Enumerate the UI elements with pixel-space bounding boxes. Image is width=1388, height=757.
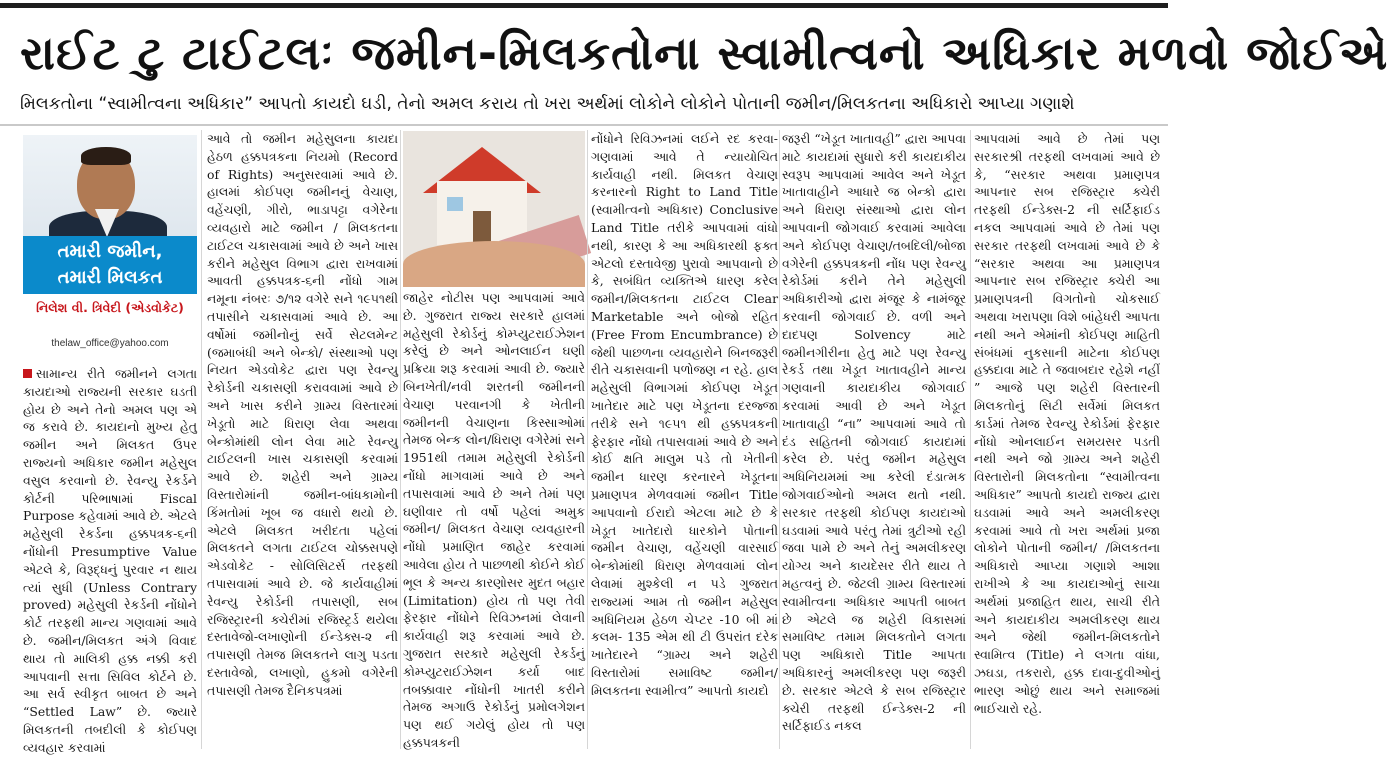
column-banner — [23, 236, 197, 294]
top-rule — [0, 3, 1168, 8]
author-email: thelaw_office@yahoo.com — [51, 338, 169, 349]
subheadline: મિલકતોના “સ્વામીત્વના અધિકાર” આપતો કાયદો ઘડી, તેનો અમલ કરાય તો ખરા અર્થમાં લોકોને લોકોને પોતાની જમીન/મિલકતના અધિકારો આપ્યા ગણાશે — [20, 94, 1075, 114]
article-column-4 — [591, 130, 778, 749]
house-money-image — [403, 131, 585, 287]
column-text: સામાન્ય રીતે જમીનને લગતા કાયદાઓ રાજ્યની સરકાર ઘડતી હોય છે અને તેનો અમલ પણ એ જ કરાવે છે. કાયદાનો મુખ્ય હેતુ જમીન અને મિલકત ઉપર રાજ્યનો અધિકાર જમીન મહેસુલ વસુલ કરવાનો છે. રેવન્યુ રેકર્ડને કોર્ટની પરિભાષામાં Fiscal Purpose કહેવામાં આવે છે. એટલે મહેસુલી રેકર્ડના હક્કપત્રક-૬ની નોંધોની Presumptive Value એટલે કે, વિરૂદ્ધનું પુરવાર ન થાય ત્યાં સુધી (Unless Contrary proved) મહેસુલી રેકર્ડની નોંધોને કોર્ટ તરફથી માન્ય ગણવામાં આવે છે. જમીન/મિલકત અંગે વિવાદ થાય તો માલિકી હક્ક નક્કી કરી આપવાની સત્તા સિવિલ કોર્ટને છે. આ સર્વ સ્વીકૃત બાબત છે અને “Settled Law” છે. જ્યારે મિલકતની તબદીલી કે કોઈપણ વ્યવહાર કરવામાં — [23, 366, 197, 755]
bullet-icon — [23, 369, 32, 378]
column-divider — [970, 130, 971, 749]
author-photo — [23, 135, 197, 237]
article-column-2 — [207, 130, 398, 749]
column-text: આવે તો જમીન મહેસુલના કાયદા હેઠળ હક્કપત્રકના નિયમો (Record of Rights) અનુસરવામાં આવે છે. હાલમાં કોઈપણ જમીનનું વેચાણ, વહેંચણી, ગીરો, ભાડાપટ્ટા વગેરેના વ્યવહારો માટે જમીન / મિલકતના ટાઈટલ ચકાસવામાં આવે છે અને ખાસ કરીને મહેસુલ વિભાગ દ્વારા રાખવામાં આવતી હક્કપત્રક-૬ની નોંધો ગામ નમૂના નંબરઃ ૭/૧૨ વગેરે સને ૧૯૫૧થી તપાસીને ચકાસવામાં આવે છે. આ વર્ષોમાં જમીનોનું સર્વે સેટલમેન્ટ (જમાબંધી અને બેન્કો/ સંસ્થાઓ પણ નિયત એડવોકેટ દ્વારા પણ રેવન્યુ રેકોર્ડની ચકાસણી કરાવવામાં આવે છે અને ખાસ કરીને ગ્રામ્ય વિસ્તારમાં ખેડૂતો માટે ધિરાણ લેવા અથવા બેન્કોમાંથી લોન લેવા માટે રેવન્યુ ટાઈટલની ખાસ ચકાસણી કરવામાં આવે છે. શહેરી અને ગ્રામ્ય વિસ્તારોમાંની જમીન-બાંધકામોની કિંમતોમાં ખૂબ જ વધારો થયો છે. એટલે મિલકત ખરીદતા પહેલાં મિલકતને લગતા ટાઈટલ ચોક્કસપણે એડવોકેટ - સોલિસિટર્સ તરફથી તપાસવામાં આવે છે. જે કાર્યવાહીમાં રેવન્યુ રેકોર્ડની તપાસણી, સબ રજિસ્ટ્રારની ક્ચેરીમાં રજિસ્ટ્રર્ડ થયેલા દસ્તાવેજો-લખાણોની ઈન્ડેક્સ-૨ ની તપાસણી તેમજ મિલકતને લાગુ પડતા દસ્તાવેજો, લખાણો, હુકમો વગેરેની તપાસણી તેમજ દૈનિકપત્રમાં — [207, 131, 398, 698]
article-column-6 — [974, 130, 1160, 749]
column-divider — [779, 130, 780, 749]
article-column-5 — [782, 130, 966, 749]
header-divider — [0, 124, 1168, 126]
article-column-1 — [23, 365, 197, 755]
article-column-3 — [403, 289, 585, 749]
column-text: નોંધોને રિવિઝનમાં લઈને રદ કરવા-ગણવામાં આવે તે ન્યાયોચિત કાર્યવાહી નથી. મિલકત વેચાણ કરનારનો Right to Land Title (સ્વામીત્વનો અધિકાર) Conclusive Land Title તરીકે આપવામાં વાંધો નથી, કારણ કે આ અધિકારથી ફક્ત એટલો દસ્તાવેજી પુરાવો આપવાનો છે કે, સબંધિત વ્યક્તિએ ધારણ કરેલ જમીન/મિલકતના ટાઈટલ Clear Marketable અને બોજો રહિત (Free From Encumbrance) છે જેથી પાછળના વ્યવહારોને બિનજરૂરી રીતે ચકાસવાની પળોજણ ન રહે. હાલ મહેસુલી વિભાગમાં કોઈપણ ખેડૂત ખાતેદાર માટે પણ ખેડૂતના દરજ્જા તરીકે સને ૧૯૫૧ થી હક્કપત્રકની ફેરફાર નોંધો તપાસવામાં આવે છે અને કોઈ ક્ષતિ માલુમ પડે તો ખેતીની જમીન ધારણ કરનારને ખેડૂતના પ્રમાણપત્ર મેળવવામાં જમીન Title આપવાનો ઈરાદો એટલા માટે છે કે ખેડૂત ખાતેદારો ધારકોને પોતાની જમીન વેચાણ, વહેંચણી વારસાઈ બેન્કોમાંથી ધિરાણ મેળવવામાં લોન લેવામાં મુશ્કેલી ન પડે ગુજરાત રાજ્યમાં આમ તો જમીન મહેસુલ અધિનિયમ હેઠળ ચેપ્ટર -10 બી માં કલમ- 135 એમ થી ટી ઉપરાંત દરેક ખાતેદારને “ગ્રામ્ય અને શહેરી વિસ્તારોમાં સમાવિષ્ટ જમીન/ મિલકતના સ્વામીત્વ” આપતો કાયદો — [591, 131, 778, 698]
column-banner-line-2: તમારી મિલકત — [57, 267, 163, 288]
author-name: નિલેશ વી. ત્રિવેદી (એડવોકેટ) — [36, 300, 184, 315]
headline: રાઈટ ટુ ટાઈટલઃ જમીન-મિલકતોના સ્વામીત્વનો અધિકાર મળવો જોઈએ — [20, 26, 1388, 80]
column-text: જાહેર નોટીસ પણ આપવામાં આવે છે. ગુજરાત રાજ્ય સરકારે હાલમાં મહેસુલી રેકોર્ડનું કોમ્પ્યુટરાઈઝેશન કરેલું છે અને ઓનલાઈન ઘણી પ્રક્રિયા શરૂ કરવામાં આવી છે. જ્યારે બિનખેતી/નવી શરતની જમીનની વેચાણ પરવાનગી કે ખેતીની જમીનની વેચાણના કિસ્સાઓમાં તેમજ બેન્ક લોન/ધિરાણ વગેરેમાં સને 1951થી તમામ મહેસુલી રેકોર્ડની નોંધો માગવામાં આવે છે અને તપાસવામાં આવે છે અને તેમાં પણ ઘણીવાર તો વર્ષો પહેલાં અમુક જમીન/ મિલકત વેચાણ વ્યવહારની નોંધો પ્રમાણિત જાહેર કરવામાં આવેલા હોય તે પાછળથી કોઈને કોઈ ભૂલ કે અન્ય કારણોસર મુદત બહાર (Limitation) હોય તો પણ તેવી ફેરફાર નોંધોને રિવિઝનમાં લેવાની કાર્યવાહી શરૂ કરવામાં આવે છે. ગુજરાત સરકારે મહેસુલી રેકર્ડનું કોમ્પ્યુટરાઈઝેશન કર્યા બાદ તબક્કાવાર નોંધોની ખાતરી કરીને તેમજ અગાઉ રેકોર્ડનું પ્રમોલગેશન પણ થઈ ગયેલું હોય તો પણ હક્કપત્રકની — [403, 290, 585, 750]
column-banner-line-1: તમારી જમીન, — [57, 241, 163, 262]
column-divider — [201, 130, 202, 749]
column-text: આપવામાં આવે છે તેમાં પણ સરકારશ્રી તરફથી લખવામાં આવે છે કે, “સરકાર અથવા પ્રમાણપત્ર આપનાર સબ રજિસ્ટ્રાર ક્ચેરી તરફથી ઈન્ડેક્સ-2 ની સર્ટિફાઈડ નકલ આપવામાં આવે છે તેમાં પણ સરકાર તરફથી લખવામાં આવે છે કે “સરકાર અથવા આ પ્રમાણપત્ર આપનાર સબ રજિસ્ટ્રાર ક્ચેરી આ પ્રમાણપત્રની વિગતોનો ચોકસાઈ અથવા ખરાપણા વિશે બાંહેધરી આપતા નથી અને એમાંની કોઈપણ માહિતી સંબંધમાં નુકસાની માટેના કોઈપણ હક્કદાવા માટે તે જવાબદાર રહેશે નહીં ” આજે પણ શહેરી વિસ્તારની મિલકતોનું સિટી સર્વેમાં મિલકત કાર્ડમાં તેમજ રેવન્યુ રેકોર્ડમાં ફેરફાર નોંધો ઓનલાઈન સમયસર પડતી નથી અને જો ગ્રામ્ય અને શહેરી વિસ્તારોની મિલકતોના “સ્વામીત્વના અધિકાર” આપતો કાયદો રાજ્ય દ્વારા ઘડવામાં આવે અને અમલીકરણ કરવામાં આવે તો ખરા અર્થમાં પ્રજા લોકોને પોતાની જમીન/ /મિલકતના અધિકારો આપ્યા ગણાશે આશા રાખીએ કે આ કાયદાઓનું સાચા અર્થમાં પ્રજાહિત થાય, સાચી રીતે અને કાયદાકીય અમલીકરણ થાય અને જેથી જમીન-મિલકતોને સ્વામિત્વ (Title) ને લગતા વાંધા, ઝઘડા, તકરારો, હક્ક દાવા-દુવીઓનું ભારણ ઓછું થાય અને સમાજમાં ભાઈચારો રહે. — [974, 131, 1160, 716]
column-divider — [400, 130, 401, 749]
column-text: જરૂરી “ખેડૂત ખાતાવહી” દ્વારા આપવા માટે કાયદામાં સુધારો કરી કાયદાકીય સ્વરૂપ આપવામાં આવેલ અને ખેડૂત ખાતાવાહીને આધારે જ બેન્કો દ્વારા અને ધિરાણ સંસ્થાઓ દ્વારા લોન આપવાની જોગવાઈ કરવામાં આવેલા અને કોઈપણ વેચાણ/તબદિલી/બોજા વગેરેની હક્કપત્રકની નોંધ પણ રેવન્યુ રેકોર્ડમાં કરીને તેને મહેસુલી અધિકારીઓ દ્વારા મંજૂર કે નામંજૂર કરવાની જોગવાઈ છે. વળી અને દાદપણ Solvency માટે જમીનગીરીના હેતુ માટે પણ રેવન્યુ રેકર્ડ તથા ખેડૂત ખાતાવહીને માન્ય ગણવાની કાયદાકીય જોગવાઈ કરવામાં આવી છે અને ખેડૂત ખાતાવાહી “ના” આપવામાં આવે તો દંડ સહિતની જોગવાઈ કાયદામાં કરેલ છે. પરંતુ જમીન મહેસુલ અધિનિયમમાં આ કરેલી દંડાત્મક જોગવાઈઓનો અમલ થતો નથી. સરકાર તરફથી કોઈપણ કાયદાઓ ઘડવામાં આવે પરંતુ તેમાં ત્રુટીઓ રહી જવા પામે છે અને તેનું અમલીકરણ યોગ્ય અને કાયદેસર રીતે થાય તે મહત્વનું છે. જેટલી ગ્રામ્ય વિસ્તારમાં સ્વામીત્વના અધિકાર આપતી બાબત છે એટલે જ શહેરી વિકાસમાં સમાવિષ્ટ તમામ મિલકતોને લગતા પણ અધિકારો Title આપતા અધિકારનું અમલીકરણ પણ જરૂરી છે. સરકાર એટલે કે સબ રજિસ્ટ્રાર ક્ચેરી તરફથી ઈન્ડેક્સ-2 ની સર્ટિફાઈડ નકલ — [782, 131, 966, 734]
column-divider — [587, 130, 588, 749]
